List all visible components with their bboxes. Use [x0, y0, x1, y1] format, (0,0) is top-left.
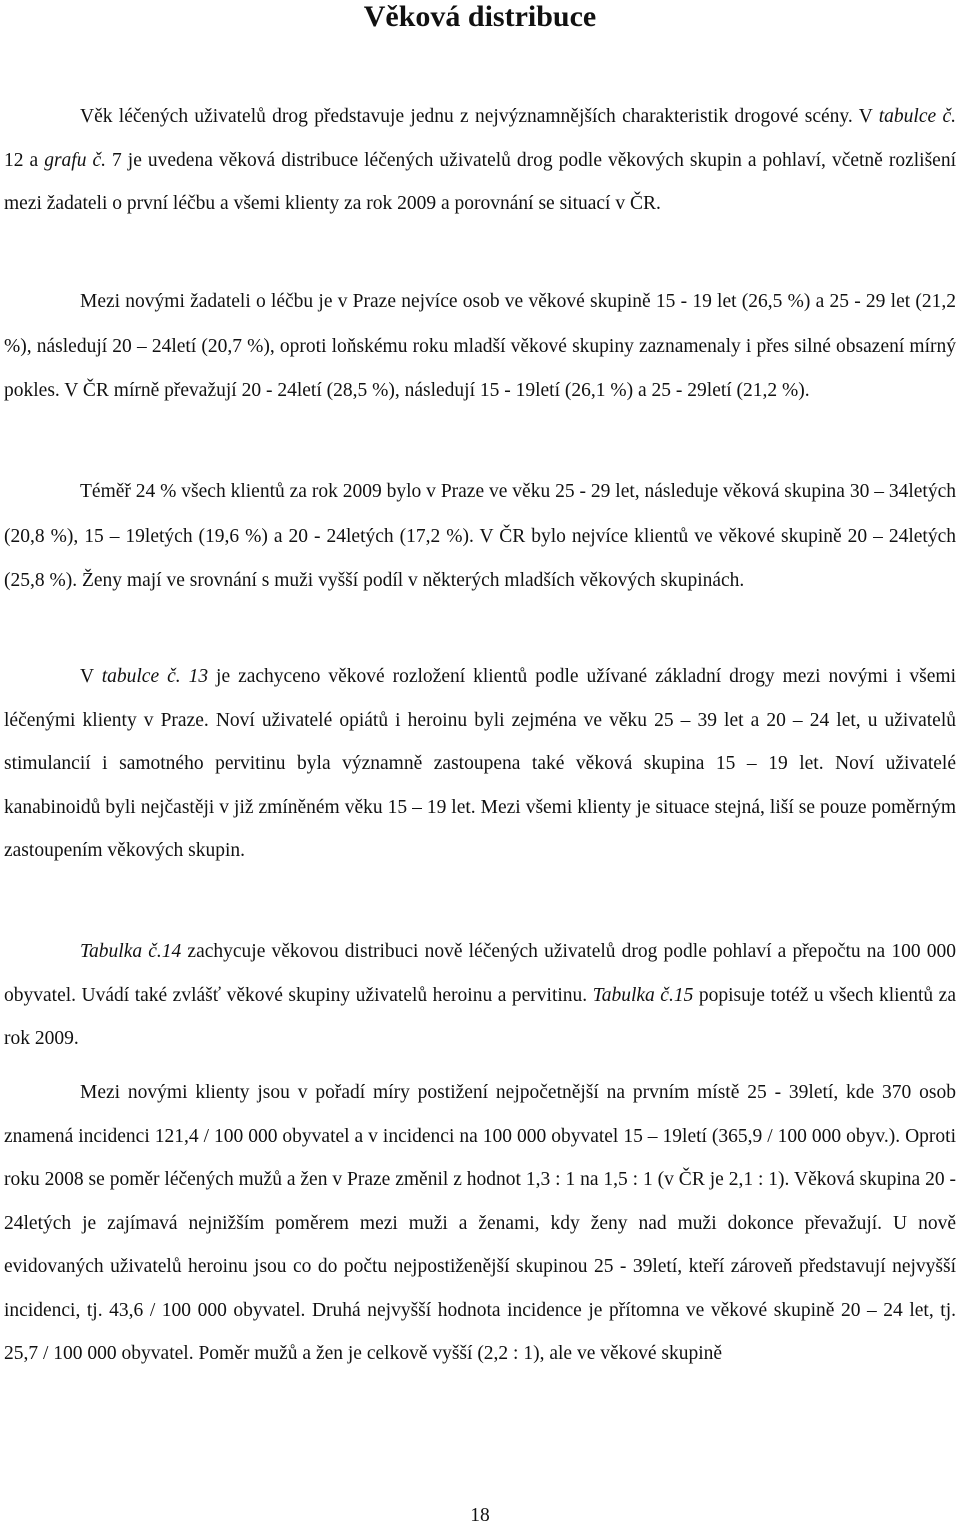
- graph-reference-number: 7: [112, 149, 122, 171]
- paragraph-text: je zachyceno věkové rozložení klientů podle užívané základní drogy mezi novými i všemi léčenými klienty v Praze. Noví uživatelé opiátů i heroinu byli zejména ve věku 25 – 39 let a 20 – 24 let, u uživatelů stimulancií i samotného pervitinu byla významně zastoupena také věková skupina 15 – 19 let. Noví uživatelé kanabinoidů byli nejčastěji v již zmíněném věku 15 – 19 let. Mezi všemi klienty je situace stejná, liší se pouze poměrným zastoupením věkových skupin.: [4, 666, 956, 861]
- paragraph-intro: [4, 95, 956, 226]
- paragraph-text: V: [80, 666, 102, 687]
- table-reference: tabulce č. 13: [101, 666, 209, 687]
- paragraph-text: je uvedena věková distribuce léčených uživatelů drog podle věkových skupin a pohlaví, včetně rozlišení mezi žadateli o první léčbu a všemi klienty za rok 2009 a porovnání se situací v ČR.: [4, 149, 956, 214]
- paragraph-text: popisuje totéž u všech klientů za rok 2009.: [4, 984, 956, 1049]
- table-reference-number: 12: [4, 149, 24, 171]
- table-reference: Tabulka č.14: [80, 941, 182, 962]
- paragraph-tables: [4, 930, 956, 1061]
- graph-reference: grafu č.: [44, 149, 113, 171]
- paragraph-text: zachycuje věkovou distribuci nově léčených uživatelů drog podle pohlaví a přepočtu na 100 000 obyvatel. Uvádí také zvlášť věkové skupiny uživatelů heroinu a pervitinu.: [4, 941, 956, 1006]
- paragraph-text: a: [23, 149, 45, 171]
- paragraph-new-applicants: Mezi novými žadateli o léčbu je v Praze nejvíce osob ve věkové skupině 15 - 19 let (26,5 %) a 25 - 29 let (21,2 %), následují 20 – 24letí (20,7 %), oproti loňskému roku mladší věkové skupiny zaznamenaly i přes silné obsazení mírný pokles. V ČR mírně převažují 20 - 24letí (28,5 %), následují 15 - 19letí (26,1 %) a 25 - 29letí (21,2 %).: [4, 291, 956, 401]
- page-title: Věková distribuce: [363, 0, 597, 33]
- paragraph-text: Věk léčených uživatelů drog představuje jednu z nejvýznamnějších charakteristik drogové scény. V: [80, 106, 879, 127]
- table-reference: Tabulka č.15: [592, 984, 694, 1006]
- page-number: 18: [470, 1505, 490, 1526]
- paragraph-incidence: Mezi novými klienty jsou v pořadí míry postižení nejpočetnější na prvním místě 25 - 39letí, kde 370 osob znamená incidenci 121,4 / 100 000 obyvatel a v incidenci na 100 000 obyvatel 15 – 19letí (365,9 / 100 000 obyv.). Oproti roku 2008 se poměr léčených mužů a žen v Praze změnil z hodnot 1,3 : 1 na 1,5 : 1 (v ČR je 2,1 : 1). Věková skupina 20 - 24letých je zajímavá nejnižším poměrem mezi muži a ženami, kdy ženy nad muži dokonce převažují. U nově evidovaných uživatelů heroinu jsou co do počtu nejpostiženější skupinou 25 - 39letí, kteří zároveň představují nejvyšší incidenci, tj. 43,6 / 100 000 obyvatel. Druhá nejvyšší hodnota incidence je přítomna ve věkové skupině 20 – 24 let, tj. 25,7 / 100 000 obyvatel. Poměr mužů a žen je celkově vyšší (2,2 : 1), ale ve věkové skupině: [4, 1082, 956, 1364]
- paragraph-all-clients: Téměř 24 % všech klientů za rok 2009 bylo v Praze ve věku 25 - 29 let, následuje věková skupina 30 – 34letých (20,8 %), 15 – 19letých (19,6 %) a 20 - 24letých (17,2 %). V ČR bylo nejvíce klientů ve věkové skupině 20 – 24letých (25,8 %). Ženy mají ve srovnání s muži vyšší podíl v některých mladších věkových skupinách.: [4, 481, 956, 591]
- table-reference: tabulce č.: [878, 106, 956, 127]
- paragraph-drug-age: [4, 655, 956, 873]
